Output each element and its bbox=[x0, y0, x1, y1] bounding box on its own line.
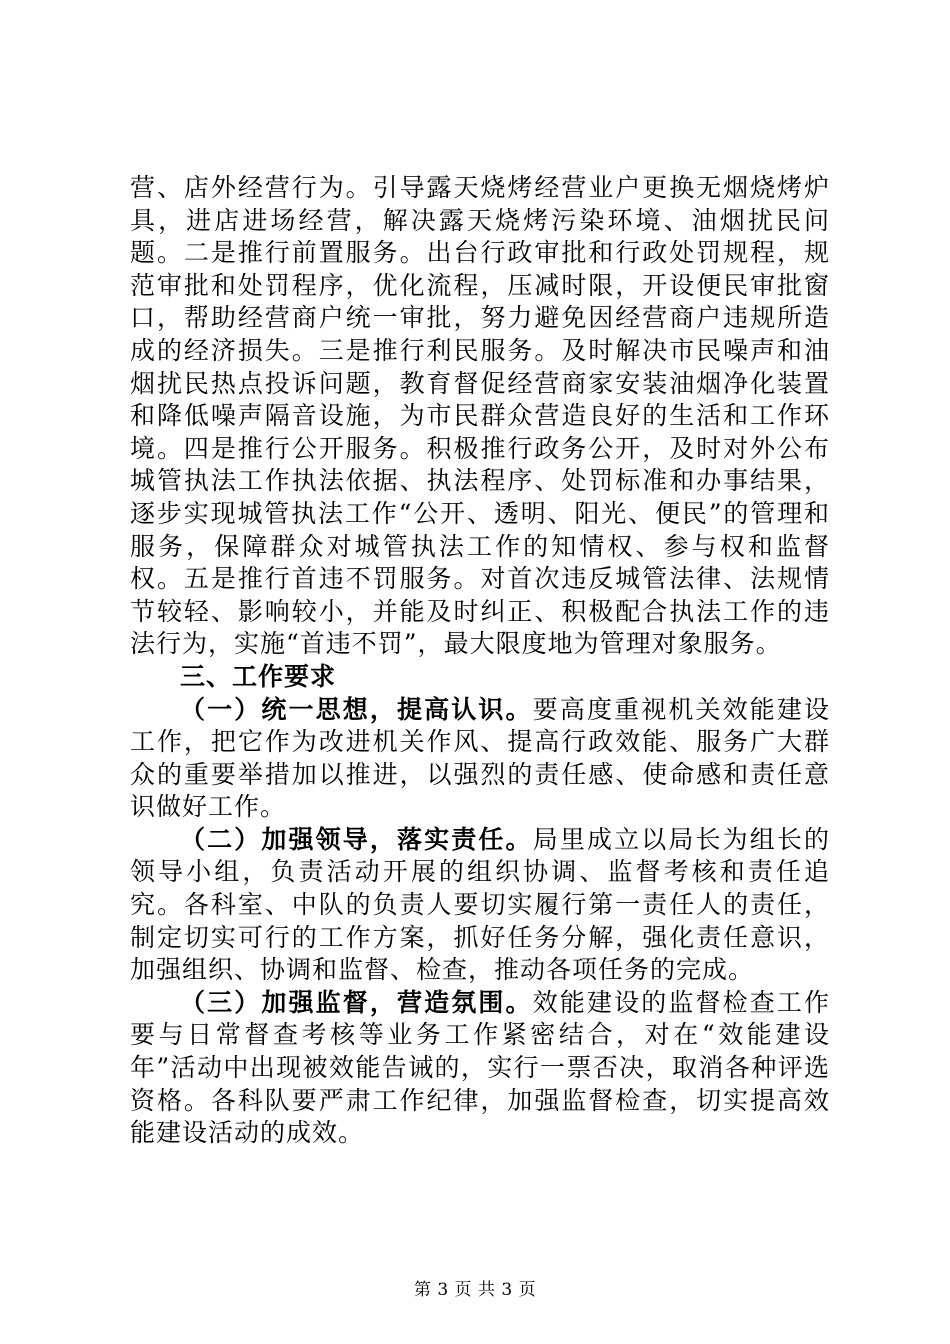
requirement-item-3-text: 效能建设的监督检查工作要与日常督查考核等业务工作紧密结合，对在“效能建设年”活动中出现被效能告诫的，实行一票否决，取消各种评选资格。各科队要严肃工作纪律，加强监督检查，切实提高效能建设活动的成效。 bbox=[130, 987, 830, 1148]
requirement-item-1-text: 要高度重视机关效能建设工作，把它作为改进机关作风、提高行政效能、服务广大群众的重要举措加以推进，以强烈的责任感、使命感和责任意识做好工作。 bbox=[130, 694, 830, 822]
requirement-item-1 bbox=[130, 694, 830, 824]
requirement-item-3 bbox=[130, 987, 830, 1150]
continuation-paragraph: 营、店外经营行为。引导露天烧烤经营业户更换无烟烧烤炉具，进店进场经营，解决露天烧烤污染环境、油烟扰民问题。二是推行前置服务。出台行政审批和行政处罚规程，规范审批和处罚程序，优化流程，压减时限，开设便民审批窗口，帮助经营商户统一审批，努力避免因经营商户违规所造成的经济损失。三是推行利民服务。及时解决市民噪声和油烟扰民热点投诉问题，教育督促经营商家安装油烟净化装置和降低噪声隔音设施，为市民群众营造良好的生活和工作环境。四是推行公开服务。积极推行政务公开，及时对外公布城管执法工作执法依据、执法程序、处罚标准和办事结果，逐步实现城管执法工作“公开、透明、阳光、便民”的管理和服务，保障群众对城管执法工作的知情权、参与权和监督权。五是推行首违不罚服务。对首次违反城管法律、法规情节较轻、影响较小，并能及时纠正、积极配合执法工作的违法行为，实施“首违不罚”，最大限度地为管理对象服务。 bbox=[130, 173, 830, 659]
requirement-item-2-text: 局里成立以局长为组长的领导小组，负责活动开展的组织协调、监督考核和责任追究。各科室、中队的负责人要切实履行第一责任人的责任，制定切实可行的工作方案，抓好任务分解，强化责任意识，加强组织、协调和监督、检查，推动各项任务的完成。 bbox=[130, 824, 830, 985]
requirement-item-2-lead: （二）加强领导，落实责任。 bbox=[180, 824, 533, 854]
page-footer: 第 3 页 共 3 页 bbox=[413, 1280, 537, 1300]
section-heading: 三、工作要求 bbox=[180, 661, 337, 691]
requirement-item-3-lead: （三）加强监督，营造氛围。 bbox=[180, 987, 533, 1017]
document-body bbox=[130, 172, 830, 1150]
requirement-item-2 bbox=[130, 824, 830, 987]
requirement-item-1-lead: （一）统一思想，提高认识。 bbox=[180, 694, 533, 724]
